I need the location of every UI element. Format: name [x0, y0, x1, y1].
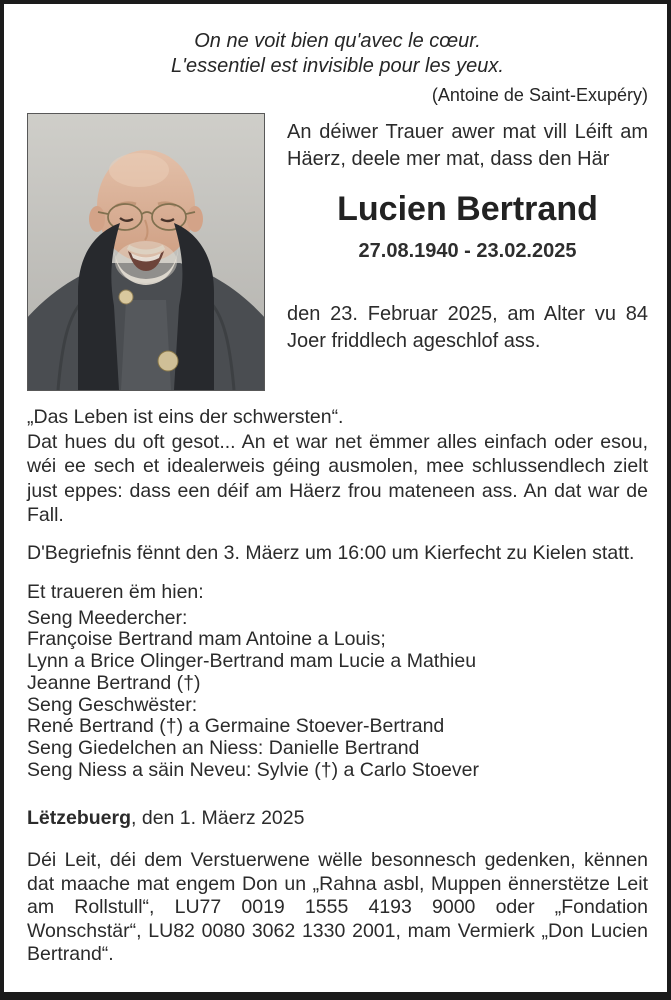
mourners-heading: Et traueren ëm hien:: [27, 581, 204, 603]
announcement-column: [265, 113, 648, 391]
mourner-line: Françoise Bertrand mam Antoine a Louis;: [27, 628, 386, 651]
quote-attribution: (Antoine de Saint-Exupéry): [431, 85, 648, 105]
funeral-info: D'Begriefnis fënnt den 3. Mäerz um 16:00 um Kierfecht zu Kielen statt.: [27, 541, 635, 564]
death-info: den 23. Februar 2025, am Alter vu 84 Joer friddlech ageschlof ass.: [287, 303, 648, 352]
deceased-name: Lucien Bertrand: [337, 190, 598, 228]
tribute-paragraph: [27, 405, 648, 528]
dateline: [27, 806, 648, 831]
notice-body: [27, 405, 648, 967]
quote-line-2: L'essentiel est invisible pour les yeux.: [171, 55, 504, 77]
donations-info: Déi Leit, déi dem Verstuerwene wëlle besonnesch gedenken, kënnen dat maache mat engem Don un „Rahna asbl, Muppen ënnerstëtze Leit am Rollstull“, LU77 0019 1555 4193 9000 oder „Fondation Wonschstär“, LU82 0080 3062 1330 2001, mam Vermierk „Don Lucien Bertrand“.: [27, 849, 648, 966]
dateline-place: Lëtzebuerg: [27, 806, 132, 829]
dateline-date: , den 1. Mäerz 2025: [131, 806, 305, 829]
tribute-text: Dat hues du oft gesot... An et war net ëmmer alles einfach oder esou, wéi ee sech et idealerweis géing ausmolen, mee schlussendlech zielt just eppes: dass een déif am Häerz frou mateneen ass. An dat war de Fall.: [27, 430, 648, 526]
mourners-list: [27, 608, 648, 782]
portrait-illustration: [28, 114, 264, 390]
mourner-line: René Bertrand (†) a Germaine Stoever-Bertrand: [27, 715, 445, 738]
mourner-line: Lynn a Brice Olinger-Bertrand mam Lucie a Mathieu: [27, 650, 477, 673]
mourner-line: Seng Meedercher:: [27, 606, 188, 629]
opening-quote: [27, 29, 648, 79]
mourner-line: Seng Geschwëster:: [27, 693, 198, 716]
mourner-line: Jeanne Bertrand (†): [27, 671, 201, 694]
deceased-life-dates: 27.08.1940 - 23.02.2025: [358, 240, 577, 262]
announcement-intro: An déiwer Trauer awer mat vill Léift am Häerz, deele mer mat, dass den Här: [287, 121, 648, 170]
quote-line-1: On ne voit bien qu'avec le cœur.: [194, 30, 481, 52]
mourner-line: Seng Giedelchen an Niess: Danielle Bertrand: [27, 737, 420, 760]
mourner-line: Seng Niess a säin Neveu: Sylvie (†) a Carlo Stoever: [27, 759, 479, 782]
photo-and-intro-row: [27, 113, 648, 391]
tribute-quote-line: „Das Leben ist eins der schwersten“.: [27, 406, 344, 428]
deceased-portrait-photo: [27, 113, 265, 391]
